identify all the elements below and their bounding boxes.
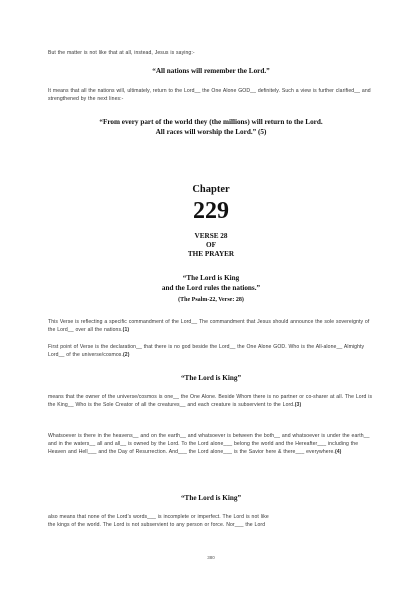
paragraph [48, 393, 374, 409]
paragraph [48, 432, 374, 457]
page-number: 380 [207, 555, 215, 560]
paragraph-text: the kings of the world. The Lord is not subservient to any person or force. Nor___ the Lord [48, 522, 266, 528]
quote: “All nations will remember the Lord.” [152, 67, 270, 75]
prayer-line: THE PRAYER [187, 250, 235, 258]
paragraph [48, 87, 374, 103]
paragraph-text: also means that none of the Lord’s words___ is incomplete or imperfect. The Lord is not like [48, 514, 269, 520]
paragraph-line [48, 521, 374, 529]
quote-line: “From every part of the world they (the millions) will return to the Lord. [99, 118, 323, 126]
quote-line: “The Lord is King [182, 274, 240, 282]
quote-line: and the Lord rules the nations.” [161, 284, 261, 292]
footnote-number: (2) [122, 352, 130, 359]
chapter-number: 229 [193, 198, 229, 224]
reference-text: (The Psalm-22, Verse: 28) [178, 297, 244, 303]
footnote-number: (1) [122, 327, 130, 334]
of-line: OF [206, 241, 216, 249]
paragraph-text: Whatsoever is there in the heavens__ and on the earth__ and whatsoever is between the both__ and whatsoever is under the earth__ and in the waters__ all and all__ is owned by the Lord. To the Lord alone___ belong the world and the Hereafter___ including the Heaven and Hell___ and the Day of Resurrection. And___ the Lord alone___ is the Savior here & there___ everywhere. [48, 433, 370, 456]
quote-line: All races will worship the Lord.” (5) [155, 128, 267, 136]
verse-line: VERSE 28 [194, 232, 228, 240]
paragraph-text: This Verse is reflecting a specific commandment of the Lord__ The commandment that Jesus should announce the sole sovereignty of the Lord__ over all the nations. [48, 319, 370, 334]
chapter-label: Chapter [192, 184, 230, 195]
paragraph-line [48, 513, 374, 521]
paragraph-text: First point of Verse is the declaration__ that there is no god beside the Lord__ the One Alone GOD. Who is the All-alone__ Almighty Lord__ of the universe/cosmos. [48, 344, 365, 359]
section-heading: “The Lord is King” [180, 374, 242, 382]
paragraph-text: means that the owner of the universe/cosmos is one__ the One Alone. Beside Whom there is no partner or co-sharer at all. The Lord is the King__ Who is the Sole Creator of all the creatures__ and each creature is subservient to the Lord. [48, 394, 373, 409]
paragraph [48, 318, 374, 334]
paragraph [48, 343, 374, 359]
paragraph-text: It means that all the nations will, ultimately, return to the Lord__ the One Alone GOD__ definitely. Such a view is further clarified__ and strengthened by the next lines:- [48, 88, 371, 103]
reference [48, 295, 374, 304]
section-heading: “The Lord is King” [180, 494, 242, 502]
footnote-number: (3) [294, 402, 302, 409]
footnote-number: (4) [334, 449, 342, 456]
paragraph: But the matter is not like that at all, instead, Jesus is saying:- [48, 50, 195, 56]
